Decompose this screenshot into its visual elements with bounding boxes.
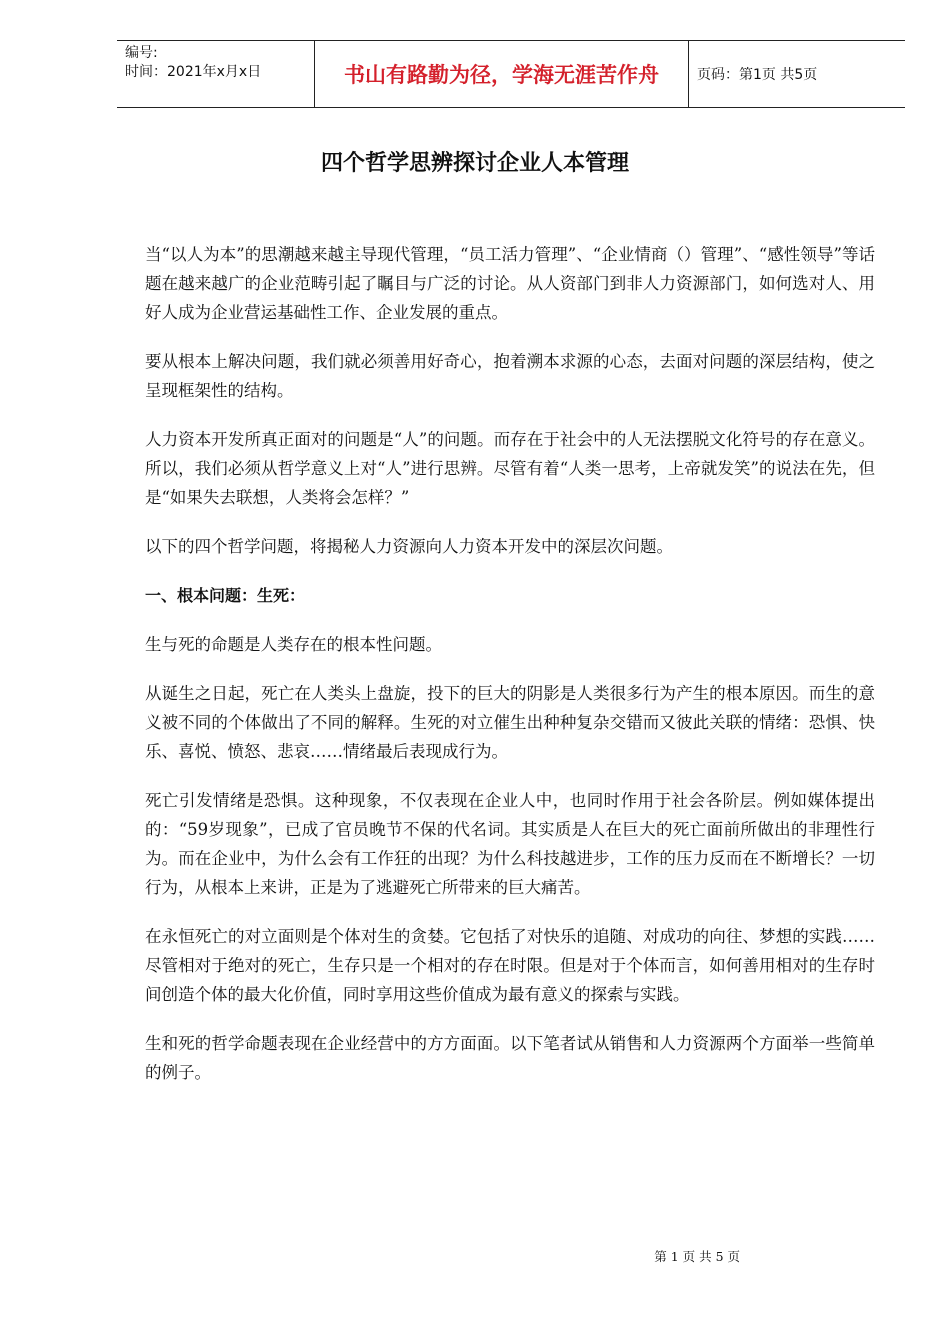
paragraph: 生与死的命题是人类存在的根本性问题。	[145, 635, 442, 654]
document-title: 四个哲学思辨探讨企业人本管理	[320, 150, 629, 176]
paragraph: 当“以人为本”的思潮越来越主导现代管理，“员工活力管理”、“企业情商（）管理”、“感性领导”等话题在越来越广的企业范畴引起了瞩目与广泛的讨论。从人资部门到非人力资源部门，如何选对人、用好人成为企业营运基础性工作、企业发展的重点。	[145, 245, 875, 322]
section-heading: 一、根本问题：生死：	[145, 586, 306, 605]
paragraph: 在永恒死亡的对立面则是个体对生的贪婪。它包括了对快乐的追随、对成功的向往、梦想的实践……尽管相对于绝对的死亡，生存只是一个相对的存在时限。但是对于个体而言，如何善用相对的生存时间创造个体的最大化价值，同时享用这些价值成为最有意义的探索与实践。	[145, 927, 875, 1004]
paragraph: 人力资本开发所真正面对的问题是“人”的问题。而存在于社会中的人无法摆脱文化符号的存在意义。所以，我们必须从哲学意义上对“人”进行思辨。尽管有着“人类一思考，上帝就发笑”的说法在先，但是“如果失去联想，人类将会怎样？”	[145, 430, 875, 507]
paragraph: 死亡引发情绪是恐惧。这种现象，不仅表现在企业人中，也同时作用于社会各阶层。例如媒体提出的：“59岁现象”，已成了官员晚节不保的代名词。其实质是人在巨大的死亡面前所做出的非理性行为。而在企业中，为什么会有工作狂的出现？为什么科技越进步，工作的压力反而在不断增长？一切行为，从根本上来讲，正是为了逃避死亡所带来的巨大痛苦。	[145, 791, 875, 897]
paragraph: 要从根本上解决问题，我们就必须善用好奇心，抱着溯本求源的心态，去面对问题的深层结构，使之呈现框架性的结构。	[145, 352, 875, 400]
page-header	[117, 40, 905, 108]
document-body	[145, 240, 875, 1107]
number-label: 编号:	[125, 45, 158, 61]
header-page-info: 页码：第1页 共5页	[697, 67, 818, 83]
paragraph: 从诞生之日起，死亡在人类头上盘旋，投下的巨大的阴影是人类很多行为产生的根本原因。而生的意义被不同的个体做出了不同的解释。生死的对立催生出种种复杂交错而又彼此关联的情绪：恐惧、快乐、喜悦、愤怒、悲哀……情绪最后表现成行为。	[145, 684, 875, 761]
header-motto: 书山有路勤为径，学海无涯苦作舟	[315, 41, 689, 107]
paragraph: 生和死的哲学命题表现在企业经营中的方方面面。以下笔者试从销售和人力资源两个方面举一些简单的例子。	[145, 1034, 875, 1082]
paragraph: 以下的四个哲学问题，将揭秘人力资源向人力资本开发中的深层次问题。	[145, 537, 673, 556]
page-footer: 第 1 页 共 5 页	[654, 1249, 740, 1264]
header-meta	[117, 41, 315, 107]
time-label: 时间：2021年x月x日	[125, 64, 262, 80]
